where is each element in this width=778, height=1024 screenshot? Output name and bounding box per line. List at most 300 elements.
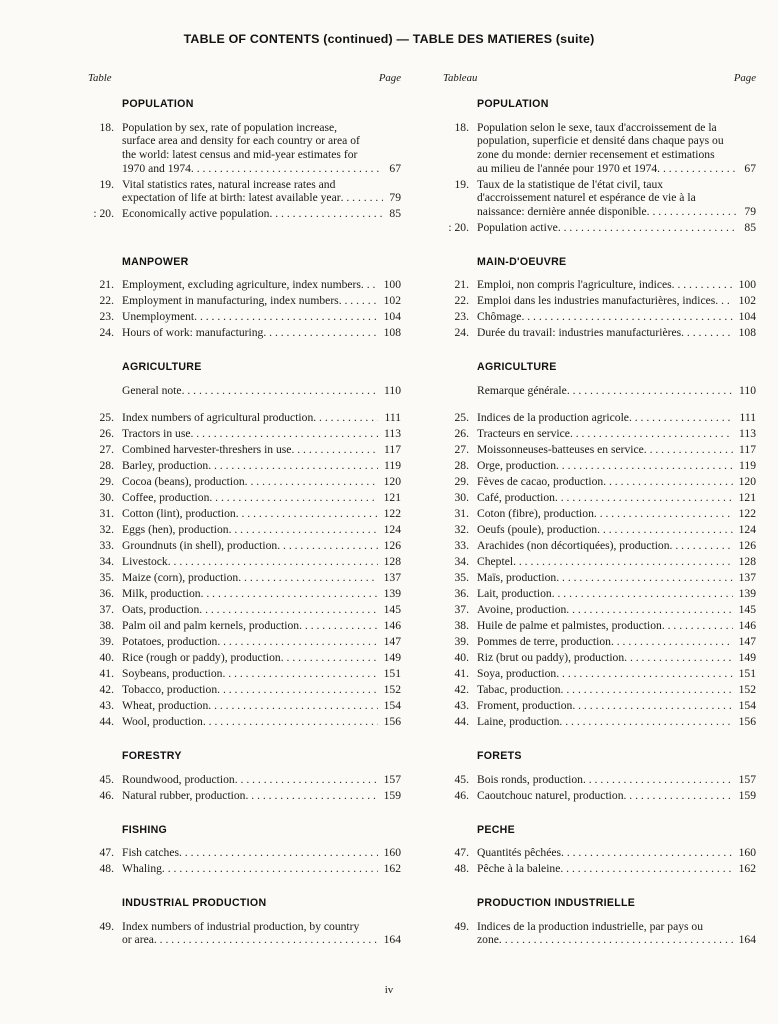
entry-title: Vital statistics rates, natural increase rates and expectation of life at birth: latest available year <box>122 177 341 205</box>
entry-title: Soya, production <box>477 667 557 681</box>
toc-entry <box>443 294 756 308</box>
entry-number: 19. <box>99 177 114 191</box>
entry-number: 44. <box>454 715 469 729</box>
toc-entry <box>88 846 401 860</box>
column-header-en <box>88 72 401 86</box>
entry-number: 43. <box>454 699 469 713</box>
toc-section-en <box>88 361 401 731</box>
toc-entry <box>443 411 756 425</box>
toc-section-en <box>88 897 401 949</box>
entry-body <box>122 475 401 489</box>
entry-title: Emploi, non compris l'agriculture, indices <box>477 278 672 292</box>
entry-list <box>443 773 756 803</box>
entry-number: 30. <box>99 491 114 505</box>
toc-entry <box>443 699 756 713</box>
entry-page: 111 <box>378 411 401 425</box>
entry-page: 120 <box>733 475 756 489</box>
toc-entry <box>443 789 756 803</box>
entry-number: 25. <box>99 411 114 425</box>
entry-body <box>122 571 401 585</box>
entry-number: 46. <box>454 788 469 802</box>
entry-body <box>477 555 756 569</box>
entry-number: 26. <box>99 427 114 441</box>
entry-title: Palm oil and palm kernels, production <box>122 619 300 633</box>
entry-title: Durée du travail: industries manufacturières <box>477 326 682 340</box>
entry-body <box>477 539 756 553</box>
entry-title: Chômage <box>477 310 522 324</box>
entry-page: 104 <box>378 310 401 324</box>
entry-body <box>477 683 756 697</box>
entry-list <box>88 278 401 340</box>
toc-entry <box>88 603 401 617</box>
toc-entry <box>88 475 401 489</box>
entry-body <box>122 491 401 505</box>
entry-title: Roundwood, production <box>122 772 235 786</box>
col-header-page-en: Page <box>378 71 401 84</box>
entry-body <box>477 326 756 340</box>
entry-number: 19. <box>454 177 469 191</box>
entry-page: 159 <box>733 789 756 803</box>
entry-title: Population selon le sexe, taux d'accroissement de la population, superficie et densité dans chaque pays ou zone du monde: dernier recensement et estimations au milieu de l'année pour 1970 et 1974 <box>477 120 724 175</box>
entry-page: 79 <box>383 191 401 205</box>
entry-number: 41. <box>99 667 114 681</box>
entry-page: 85 <box>738 221 756 235</box>
entry-number: 48. <box>454 862 469 876</box>
entry-page: 160 <box>733 846 756 860</box>
entry-title: Wheat, production <box>122 699 209 713</box>
entry-page: 145 <box>733 603 756 617</box>
entry-title: Cheptel <box>477 555 514 569</box>
entry-body <box>477 862 756 876</box>
entry-title: Emploi dans les industries manufacturières, indices <box>477 294 716 308</box>
entry-body <box>122 587 401 601</box>
entry-number: 43. <box>99 699 114 713</box>
toc-section-en <box>88 824 401 879</box>
toc-section-fr <box>443 750 756 805</box>
toc-entry <box>88 326 401 340</box>
entry-page: 156 <box>733 715 756 729</box>
entry-title: Indices de la production agricole <box>477 411 629 425</box>
toc-entry <box>443 846 756 860</box>
toc-entry <box>88 207 401 221</box>
toc-entry <box>88 539 401 553</box>
entry-body <box>477 789 756 803</box>
entry-body <box>477 846 756 860</box>
entry-page: 139 <box>733 587 756 601</box>
entry-title: Froment, production <box>477 699 573 713</box>
entry-body <box>122 635 401 649</box>
entry-title: Employment in manufacturing, index numbers <box>122 294 339 308</box>
toc-entry <box>443 326 756 340</box>
toc-entry <box>443 587 756 601</box>
entry-body <box>122 715 401 729</box>
entry-number: 32. <box>99 523 114 537</box>
entry-page: 126 <box>378 539 401 553</box>
entry-list <box>88 920 401 947</box>
toc-entry <box>88 619 401 633</box>
entry-body <box>477 715 756 729</box>
entry-title: Coffee, production <box>122 491 210 505</box>
entry-page: 102 <box>378 294 401 308</box>
entry-number: 31. <box>454 507 469 521</box>
entry-title: Fish catches <box>122 846 179 860</box>
entry-title: Natural rubber, production <box>122 788 246 802</box>
entry-number: 44. <box>99 715 114 729</box>
entry-number: 23. <box>99 310 114 324</box>
entry-number: 29. <box>99 475 114 489</box>
entry-title: Index numbers of industrial production, by country or area <box>122 919 360 947</box>
entry-number: 41. <box>454 667 469 681</box>
toc-entry <box>88 555 401 569</box>
entry-number: 49. <box>454 919 469 933</box>
entry-title: Coton (fibre), production <box>477 507 594 521</box>
entry-page: 113 <box>733 427 756 441</box>
entry-number: 36. <box>454 587 469 601</box>
toc-entry <box>443 683 756 697</box>
entry-body <box>477 459 756 473</box>
section-heading: FORETS <box>477 750 522 763</box>
entry-body <box>122 651 401 665</box>
section-heading: POPULATION <box>122 98 194 111</box>
toc-entry <box>88 294 401 308</box>
entry-title: Indices de la production industrielle, par pays ou zone <box>477 919 704 947</box>
entry-page: 110 <box>733 384 756 398</box>
entry-title: Remarque générale <box>477 383 567 397</box>
entry-title: Cocoa (beans), production <box>122 475 245 489</box>
entry-title: Oats, production <box>122 603 200 617</box>
entry-body <box>122 555 401 569</box>
toc-section-fr <box>443 897 756 949</box>
toc-entry <box>443 635 756 649</box>
entry-number: 23. <box>454 310 469 324</box>
toc-entry <box>88 278 401 292</box>
entry-body <box>477 773 756 787</box>
toc-entry <box>443 427 756 441</box>
entry-body <box>477 523 756 537</box>
entry-title: Livestock <box>122 555 168 569</box>
entry-number: 27. <box>99 443 114 457</box>
toc-entry <box>88 862 401 876</box>
entry-number: 21. <box>454 278 469 292</box>
entry-number: 47. <box>99 846 114 860</box>
entry-number: 37. <box>99 603 114 617</box>
section-heading: MANPOWER <box>122 255 189 268</box>
toc-section-fr <box>443 824 756 879</box>
entry-title: Tobacco, production <box>122 683 218 697</box>
section-heading: MAIN-D'OEUVRE <box>477 255 567 268</box>
entry-number: 45. <box>99 772 114 786</box>
entry-list <box>443 121 756 235</box>
entry-title: Hours of work: manufacturing <box>122 326 264 340</box>
entry-body <box>477 667 756 681</box>
entry-body <box>122 507 401 521</box>
entry-title: Caoutchouc naturel, production <box>477 788 624 802</box>
entry-number: 48. <box>99 862 114 876</box>
column-headers <box>88 72 756 86</box>
entry-body <box>122 846 401 860</box>
entry-number: 26. <box>454 427 469 441</box>
entry-page: 124 <box>733 523 756 537</box>
entry-number: 25. <box>454 411 469 425</box>
toc-section-en <box>88 256 401 343</box>
toc-entry <box>88 920 401 947</box>
toc-entry <box>443 862 756 876</box>
entry-body <box>122 310 401 324</box>
toc-entry <box>88 651 401 665</box>
toc-entry <box>88 715 401 729</box>
section-heading: INDUSTRIAL PRODUCTION <box>122 897 267 910</box>
col-header-page-fr: Page <box>733 71 756 84</box>
section-heading: AGRICULTURE <box>122 361 202 374</box>
entry-number: 37. <box>454 603 469 617</box>
entry-page: 100 <box>378 278 401 292</box>
entry-page: 154 <box>378 699 401 713</box>
entry-number: 32. <box>454 523 469 537</box>
entry-body <box>477 178 756 219</box>
entry-page: 151 <box>378 667 401 681</box>
entry-page: 145 <box>378 603 401 617</box>
entry-body <box>477 651 756 665</box>
entry-body <box>477 699 756 713</box>
toc-entry <box>443 619 756 633</box>
entry-number <box>443 384 469 398</box>
entry-title: Milk, production <box>122 587 201 601</box>
entry-number: 33. <box>99 539 114 553</box>
entry-title: Avoine, production <box>477 603 567 617</box>
entry-number: 35. <box>99 571 114 585</box>
toc-entry <box>443 507 756 521</box>
entry-list <box>443 384 756 729</box>
entry-body <box>477 294 756 308</box>
entry-page: 160 <box>378 846 401 860</box>
entry-number: 39. <box>99 635 114 649</box>
entry-page: 100 <box>733 278 756 292</box>
entry-number: 27. <box>454 443 469 457</box>
toc-entry <box>443 571 756 585</box>
entry-list <box>443 846 756 876</box>
entry-body <box>122 789 401 803</box>
entry-number: 39. <box>454 635 469 649</box>
entry-title: Eggs (hen), production <box>122 523 229 537</box>
entry-body <box>122 603 401 617</box>
entry-title: Tracteurs en service <box>477 427 570 441</box>
toc-entry <box>88 683 401 697</box>
toc-grid <box>88 98 756 949</box>
toc-entry <box>443 667 756 681</box>
entry-title: Tractors in use <box>122 427 191 441</box>
page-number-footer: iv <box>384 984 394 997</box>
entry-body <box>477 587 756 601</box>
toc-entry <box>88 411 401 425</box>
section-heading: POPULATION <box>477 98 549 111</box>
entry-title: Rice (rough or paddy), production <box>122 651 281 665</box>
toc-entry <box>443 475 756 489</box>
entry-number: 36. <box>99 587 114 601</box>
toc-entry <box>88 635 401 649</box>
entry-title: Tabac, production <box>477 683 561 697</box>
entry-body <box>122 523 401 537</box>
toc-entry <box>443 773 756 787</box>
entry-title: Laine, production <box>477 715 560 729</box>
entry-number: 18. <box>99 120 114 134</box>
entry-page: 108 <box>733 326 756 340</box>
entry-page: 149 <box>733 651 756 665</box>
entry-body <box>122 411 401 425</box>
entry-page: 162 <box>378 862 401 876</box>
entry-page: 111 <box>733 411 756 425</box>
entry-page: 146 <box>733 619 756 633</box>
entry-number: 33. <box>454 539 469 553</box>
entry-page: 128 <box>733 555 756 569</box>
entry-title: Unemployment <box>122 310 195 324</box>
toc-entry <box>88 773 401 787</box>
toc-entry <box>443 278 756 292</box>
toc-entry <box>443 715 756 729</box>
entry-title: Whaling <box>122 862 162 876</box>
entry-body <box>477 221 756 235</box>
toc-entry <box>88 310 401 324</box>
toc-entry <box>443 523 756 537</box>
entry-body <box>122 294 401 308</box>
entry-title: Quantités pêchées <box>477 846 562 860</box>
entry-list <box>88 846 401 876</box>
toc-entry <box>443 221 756 235</box>
entry-list <box>88 121 401 221</box>
entry-title: Maize (corn), production <box>122 571 239 585</box>
entry-title: Population active <box>477 220 558 234</box>
entry-title: Fèves de cacao, production <box>477 475 604 489</box>
col-header-tableau-fr: Tableau <box>443 71 478 84</box>
entry-page: 121 <box>733 491 756 505</box>
section-heading: FISHING <box>122 823 168 836</box>
entry-page: 120 <box>378 475 401 489</box>
entry-page: 152 <box>733 683 756 697</box>
entry-number: 22. <box>99 294 114 308</box>
toc-entry <box>88 443 401 457</box>
entry-title: Café, production <box>477 491 555 505</box>
entry-body <box>477 384 756 398</box>
entry-body <box>477 121 756 175</box>
entry-body <box>122 278 401 292</box>
entry-number: 45. <box>454 772 469 786</box>
entry-number: 38. <box>99 619 114 633</box>
entry-page: 159 <box>378 789 401 803</box>
toc-section-fr <box>443 98 756 237</box>
entry-page: 151 <box>733 667 756 681</box>
entry-page: 110 <box>378 384 401 398</box>
toc-entry <box>443 121 756 175</box>
entry-body <box>477 571 756 585</box>
column-header-fr <box>443 72 756 86</box>
entry-page: 122 <box>733 507 756 521</box>
entry-page: 117 <box>733 443 756 457</box>
entry-number: 38. <box>454 619 469 633</box>
entry-list <box>443 920 756 947</box>
entry-page: 113 <box>378 427 401 441</box>
entry-number: 22. <box>454 294 469 308</box>
entry-title: Oeufs (poule), production <box>477 523 598 537</box>
entry-page: 128 <box>378 555 401 569</box>
entry-page: 102 <box>733 294 756 308</box>
page-title: TABLE OF CONTENTS (continued) — TABLE DES MATIERES (suite) <box>183 32 595 46</box>
section-heading: FORESTRY <box>122 750 182 763</box>
entry-body <box>477 310 756 324</box>
entry-number: 34. <box>454 555 469 569</box>
entry-title: Taux de la statistique de l'état civil, taux d'accroissement naturel et espérance de vie à la naissance: dernière année disponible <box>477 177 696 218</box>
entry-number: 40. <box>99 651 114 665</box>
entry-page: 154 <box>733 699 756 713</box>
entry-page: 139 <box>378 587 401 601</box>
entry-number: 24. <box>99 326 114 340</box>
toc-entry <box>443 539 756 553</box>
toc-entry <box>88 587 401 601</box>
entry-page: 147 <box>378 635 401 649</box>
entry-page: 157 <box>733 773 756 787</box>
toc-entry <box>88 178 401 205</box>
col-header-table-en: Table <box>88 71 112 84</box>
entry-title: Cotton (lint), production <box>122 507 236 521</box>
entry-page: 149 <box>378 651 401 665</box>
entry-body <box>122 862 401 876</box>
entry-number: : 20. <box>448 220 469 234</box>
entry-list <box>88 773 401 803</box>
entry-title: Economically active population <box>122 207 270 221</box>
toc-section-fr <box>443 256 756 343</box>
entry-page: 146 <box>378 619 401 633</box>
entry-page: 152 <box>378 683 401 697</box>
entry-body <box>477 427 756 441</box>
entry-body <box>477 491 756 505</box>
toc-entry <box>88 789 401 803</box>
entry-body <box>477 603 756 617</box>
entry-title: Pommes de terre, production <box>477 635 611 649</box>
entry-body <box>122 683 401 697</box>
toc-entry <box>443 384 756 398</box>
toc-entry <box>88 571 401 585</box>
entry-body <box>122 384 401 398</box>
entry-body <box>122 459 401 473</box>
toc-entry <box>443 443 756 457</box>
entry-title: Bois ronds, production <box>477 772 583 786</box>
entry-page: 67 <box>383 162 401 176</box>
entry-title: Potatoes, production <box>122 635 218 649</box>
entry-title: Soybeans, production <box>122 667 223 681</box>
entry-body <box>122 443 401 457</box>
entry-body <box>122 427 401 441</box>
entry-title: Orge, production <box>477 459 556 473</box>
entry-title: Lait, production <box>477 587 552 601</box>
entry-page: 117 <box>378 443 401 457</box>
entry-page: 67 <box>738 162 756 176</box>
toc-entry <box>443 459 756 473</box>
entry-body <box>122 773 401 787</box>
toc-entry <box>443 651 756 665</box>
entry-page: 162 <box>733 862 756 876</box>
toc-entry <box>88 384 401 398</box>
toc-section-en <box>88 98 401 237</box>
entry-number: 30. <box>454 491 469 505</box>
entry-page: 137 <box>378 571 401 585</box>
entry-title: Arachides (non décortiquées), production <box>477 539 670 553</box>
entry-list <box>443 278 756 340</box>
entry-body <box>122 619 401 633</box>
entry-title: Pêche à la baleine <box>477 862 561 876</box>
toc-entry <box>88 523 401 537</box>
entry-number: 29. <box>454 475 469 489</box>
toc-entry <box>443 178 756 219</box>
entry-title: Moissonneuses-batteuses en service <box>477 443 644 457</box>
entry-number <box>88 384 114 398</box>
